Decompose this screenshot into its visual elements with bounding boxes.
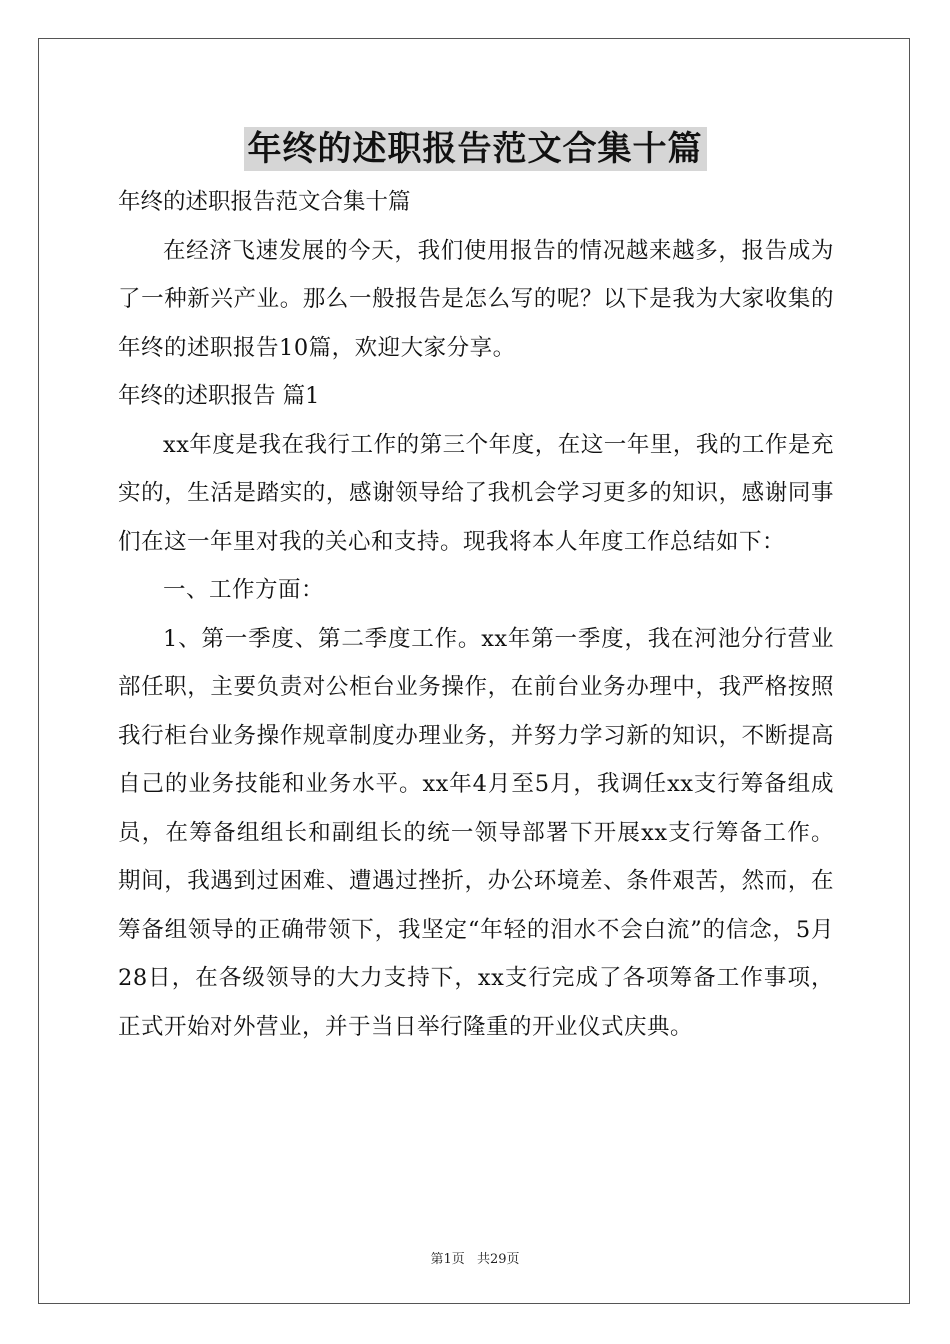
body-paragraph-2: 一、工作方面：	[163, 577, 325, 603]
page-total: 共29页	[476, 1252, 520, 1267]
title-container	[0, 127, 950, 171]
document-subtitle: 年终的述职报告范文合集十篇	[118, 189, 411, 215]
intro-paragraph: 在经济飞速发展的今天，我们使用报告的情况越来越多，报告成为了一种新兴产业。那么一般报告是怎么写的呢？以下是我为大家收集的年终的述职报告10篇，欢迎大家分享。	[118, 237, 834, 361]
document-title: 年终的述职报告范文合集十篇	[244, 127, 707, 171]
body-paragraph-1: xx年度是我在我行工作的第三个年度，在这一年里，我的工作是充实的，生活是踏实的，感谢领导给了我机会学习更多的知识，感谢同事们在这一年里对我的关心和支持。现我将本人年度工作总结如下：	[118, 431, 834, 555]
document-body	[118, 178, 834, 1051]
body-paragraph-3: 1、第一季度、第二季度工作。xx年第一季度，我在河池分行营业部任职，主要负责对公柜台业务操作，在前台业务办理中，我严格按照我行柜台业务操作规章制度办理业务，并努力学习新的知识，不断提高自己的业务技能和业务水平。xx年4月至5月，我调任xx支行筹备组成员，在筹备组组长和副组长的统一领导部署下开展xx支行筹备工作。期间，我遇到过困难、遭遇过挫折，办公环境差、条件艰苦，然而，在筹备组领导的正确带领下，我坚定“年轻的泪水不会白流”的信念，5月28日，在各级领导的大力支持下，xx支行完成了各项筹备工作事项，正式开始对外营业，并于当日举行隆重的开业仪式庆典。	[118, 625, 834, 1040]
page-number: 第1页	[430, 1252, 465, 1267]
page-footer	[0, 1248, 950, 1267]
section-heading: 年终的述职报告 篇1	[118, 383, 320, 409]
